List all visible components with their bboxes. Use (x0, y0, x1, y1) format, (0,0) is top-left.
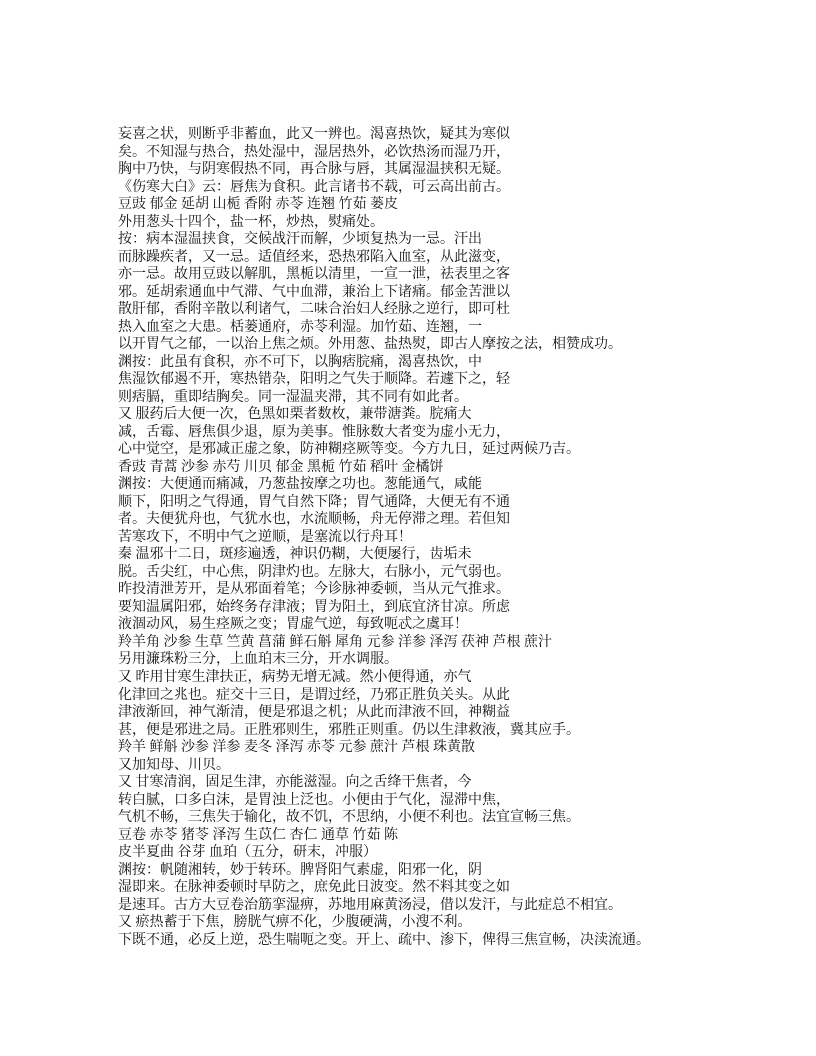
text-line: 焦湿饮郁遏不开，寒热错杂，阳明之气失于顺降。若遽下之，轻 (118, 372, 510, 388)
text-line: 另用濂珠粉三分，上血珀末三分，开水调服。 (118, 652, 398, 668)
text-line: 苦寒攻下，不明中气之逆顺，是塞流以行舟耳！ (118, 529, 412, 545)
text-line: 减，舌霉、唇焦俱少退，原为美事。惟脉数大者变为虚小无力， (118, 424, 510, 440)
text-line: 《伤寒大白》云：唇焦为食积。此言诸书不载，可云高出前古。 (118, 179, 510, 195)
text-line: 昨投清泄芳开，是从邪面着笔；今诊脉神委顿，当从元气推求。 (118, 582, 510, 598)
text-line: 以开胃气之郁，一以治上焦之烦。外用葱、盐热熨，即古人摩按之法，相赞成功。 (118, 337, 622, 353)
text-line: 又 服药后大便一次，色黑如栗者数枚，兼带溏粪。脘痛大 (118, 407, 472, 423)
text-line: 又 瘀热蓄于下焦，膀胱气痹不化，少腹硬满，小溲不利。 (118, 915, 472, 931)
text-line: 脱。舌尖红，中心焦，阴津灼也。左脉大，右脉小，元气弱也。 (118, 564, 510, 580)
text-line: 香豉 青蒿 沙参 赤芍 川贝 郁金 黑栀 竹茹 稻叶 金橘饼 (118, 459, 444, 475)
text-line: 按：病本湿温挟食，交候战汗而解，少顷复热为一忌。汗出 (118, 232, 482, 248)
text-line: 羚羊角 沙参 生草 竺黄 菖蒲 鲜石斛 犀角 元参 洋参 泽泻 茯神 芦根 蔗汁 (118, 634, 552, 650)
text-line: 秦 温邪十二日，斑疹遍透，神识仍糊，大便屡行，齿垢未 (118, 547, 472, 563)
text-line: 胸中乃快，与阴寒假热不同，再合脉与唇，其属湿温挟积无疑。 (118, 162, 510, 178)
text-line: 者。夫便犹舟也，气犹水也，水流顺畅，舟无停滞之理。若但知 (118, 512, 510, 528)
text-line: 渊按：大便通而痛减，乃葱盐按摩之功也。葱能通气，咸能 (118, 477, 482, 493)
text-line: 又 甘寒清润，固足生津，亦能滋湿。向之舌绛干焦者，今 (118, 775, 472, 791)
text-line: 液涸动风，易生痉厥之变；胃虚气逆，每致呃忒之虞耳！ (118, 617, 468, 633)
text-line: 渊按：帆随湘转，妙于转环。脾肾阳气素虚，阳邪一化，阴 (118, 862, 482, 878)
text-line: 甚，便是邪进之局。正胜邪则生，邪胜正则重。仍以生津救液，冀其应手。 (118, 722, 580, 738)
text-line: 又 昨用甘寒生津扶正，病势无增无减。然小便得通，亦气 (118, 669, 472, 685)
text-line: 羚羊 鲜斛 沙参 洋参 麦冬 泽泻 赤苓 元参 蔗汁 芦根 珠黄散 (118, 740, 475, 756)
text-line: 妄喜之状，则断乎非蓄血，此又一辨也。渴喜热饮，疑其为寒似 (118, 127, 510, 142)
text-line: 津液渐回，神气渐清，便是邪退之机；从此而津液不回，神糊益 (118, 705, 510, 721)
text-line: 是速耳。古方大豆卷治筋挛湿痹，苏地用麻黄汤浸，借以发汗，与此症总不相宜。 (118, 897, 622, 913)
text-line: 外用葱头十四个，盐一杯，炒热，熨痛处。 (118, 214, 384, 230)
text-line: 湿即来。在脉神委顿时早防之，庶免此日波变。然不料其变之如 (118, 880, 510, 896)
text-line: 豆豉 郁金 延胡 山栀 香附 赤苓 连翘 竹茹 蒌皮 (118, 197, 398, 213)
text-line: 而脉躁疾者，又一忌。适值经来，恐热邪陷入血室，从此滋变， (118, 249, 510, 265)
text-line: 亦一忌。故用豆豉以解肌，黑栀以清里，一宣一泄，祛表里之客 (118, 267, 510, 283)
text-line: 矣。不知湿与热合，热处湿中，湿居热外，必饮热汤而湿乃开， (118, 144, 510, 160)
text-line: 散肝郁，香附辛散以利诸气，二味合治妇人经脉之逆行，即可杜 (118, 302, 510, 318)
text-line: 热入血室之大患。栝蒌通府，赤苓利湿。加竹茹、连翘，一 (118, 319, 482, 335)
text-line: 下既不通，必反上逆，恐生喘呃之变。开上、疏中、渗下，俾得三焦宣畅，决渎流通。 (118, 932, 650, 948)
document-page (118, 126, 678, 949)
text-line: 渊按：此虽有食积，亦不可下，以胸痞脘痛，渴喜热饮，中 (118, 354, 482, 370)
text-line: 转白腻，口多白沫，是胃浊上泛也。小便由于气化，湿滞中焦， (118, 792, 510, 808)
text-line: 豆卷 赤苓 猪苓 泽泻 生苡仁 杏仁 通草 竹茹 陈 (118, 827, 398, 843)
text-line: 化津回之兆也。症交十三日，是谓过经，乃邪正胜负关头。从此 (118, 687, 510, 703)
text-line: 又加知母、川贝。 (118, 757, 230, 773)
text-line: 气机不畅，三焦失于输化，故不饥，不思纳，小便不利也。法宜宣畅三焦。 (118, 810, 580, 826)
text-line: 心中觉空，是邪减正虚之象，防神糊痉厥等变。今方九日，延过两候乃吉。 (118, 442, 580, 458)
text-line: 要知温属阳邪，始终务存津液；胃为阳土，到底宜济甘凉。所虑 (118, 599, 510, 615)
text-line: 则痞膈，重即结胸矣。同一湿温夹滞，其不同有如此者。 (118, 389, 468, 405)
text-line: 顺下，阳明之气得通，胃气自然下降；胃气通降，大便无有不通 (118, 494, 510, 510)
text-line: 邪。延胡索通血中气滞、气中血滞，兼治上下诸痛。郁金苦泄以 (118, 284, 510, 300)
text-line: 皮半夏曲 谷芽 血珀（五分，研末，冲服） (118, 845, 377, 861)
